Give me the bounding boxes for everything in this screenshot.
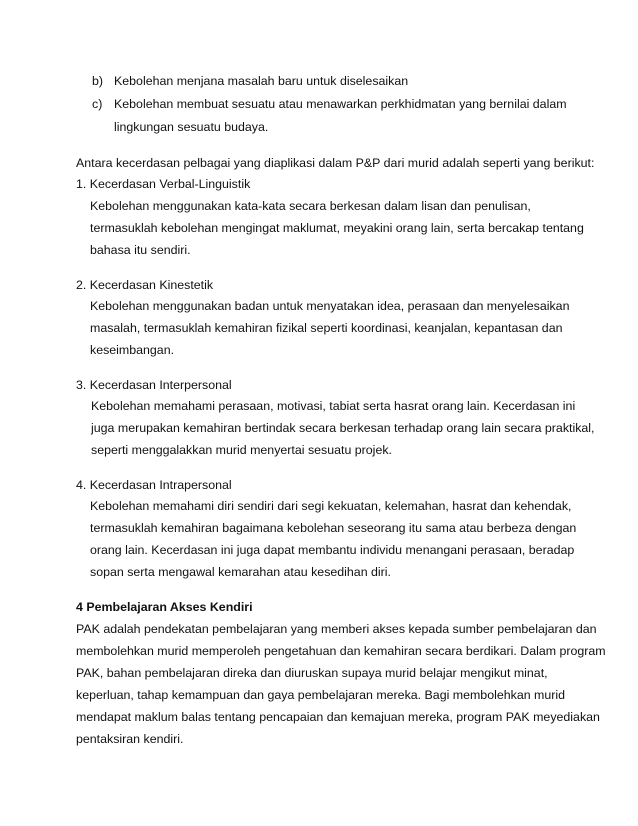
section-line: orang lain. Kecerdasan ini juga dapat membantu individu menangani perasaan, beradap — [90, 543, 575, 557]
section-line: Kebolehan memahami perasaan, motivasi, tabiat serta hasrat orang lain. Kecerdasan ini — [91, 399, 576, 413]
intro-paragraph: Antara kecerdasan pelbagai yang diaplikasi dalam P&P dari murid adalah seperti yang berikut: — [76, 156, 595, 170]
section-line: Kebolehan menggunakan kata-kata secara berkesan dalam lisan dan penulisan, — [90, 199, 531, 213]
section-line: juga merupakan kemahiran bertindak secara berkesan terhadap orang lain secara praktikal, — [91, 421, 595, 435]
pak-heading: 4 Pembelajaran Akses Kendiri — [76, 600, 253, 614]
list-marker-b: b) — [92, 74, 104, 88]
pak-line: PAK, bahan pembelajaran direka dan diuruskan supaya murid belajar mengikut minat, — [76, 666, 548, 680]
section-line: termasuklah kebolehan mengingat maklumat, meyakini orang lain, serta bercakap tentang — [90, 221, 584, 235]
section-heading-interpersonal: 3. Kecerdasan Interpersonal — [76, 378, 232, 392]
pak-line: keperluan, tahap kemampuan dan gaya pembelajaran mereka. Bagi membolehkan murid — [76, 688, 566, 702]
pak-line: pentaksiran kendiri. — [76, 732, 184, 746]
section-line: Kebolehan menggunakan badan untuk menyatakan idea, perasaan dan menyelesaikan — [90, 299, 570, 313]
list-marker-c: c) — [92, 97, 103, 111]
list-item-c-line: Kebolehan membuat sesuatu atau menawarkan perkhidmatan yang bernilai dalam — [114, 97, 567, 111]
section-heading-verbal-linguistik: 1. Kecerdasan Verbal-Linguistik — [76, 177, 251, 191]
section-line: masalah, termasuklah kemahiran fizikal seperti koordinasi, keanjalan, kepantasan dan — [90, 321, 563, 335]
section-heading-intrapersonal: 4. Kecerdasan Intrapersonal — [76, 478, 232, 492]
section-line: sopan serta mengawal kemarahan atau kesedihan diri. — [90, 565, 391, 579]
section-line: keseimbangan. — [90, 343, 175, 357]
section-heading-kinestetik: 2. Kecerdasan Kinestetik — [76, 278, 214, 292]
pak-line: PAK adalah pendekatan pembelajaran yang memberi akses kepada sumber pembelajaran dan — [76, 622, 597, 636]
list-item-c-line: lingkungan sesuatu budaya. — [114, 120, 269, 134]
list-item-b-text: Kebolehan menjana masalah baru untuk diselesaikan — [114, 74, 409, 88]
section-line: bahasa itu sendiri. — [90, 243, 191, 257]
pak-line: mendapat maklum balas tentang pencapaian dan kemajuan mereka, program PAK meyediakan — [76, 710, 600, 724]
section-line: Kebolehan memahami diri sendiri dari segi kekuatan, kelemahan, hasrat dan kehendak, — [90, 499, 572, 513]
section-line: seperti menggalakkan murid menyertai sesuatu projek. — [91, 443, 392, 457]
section-line: termasuklah kemahiran bagaimana kebolehan seseorang itu sama atau berbeza dengan — [90, 521, 577, 535]
pak-line: membolehkan murid memperoleh pengetahuan dan kemahiran secara berdikari. Dalam program — [76, 644, 606, 658]
